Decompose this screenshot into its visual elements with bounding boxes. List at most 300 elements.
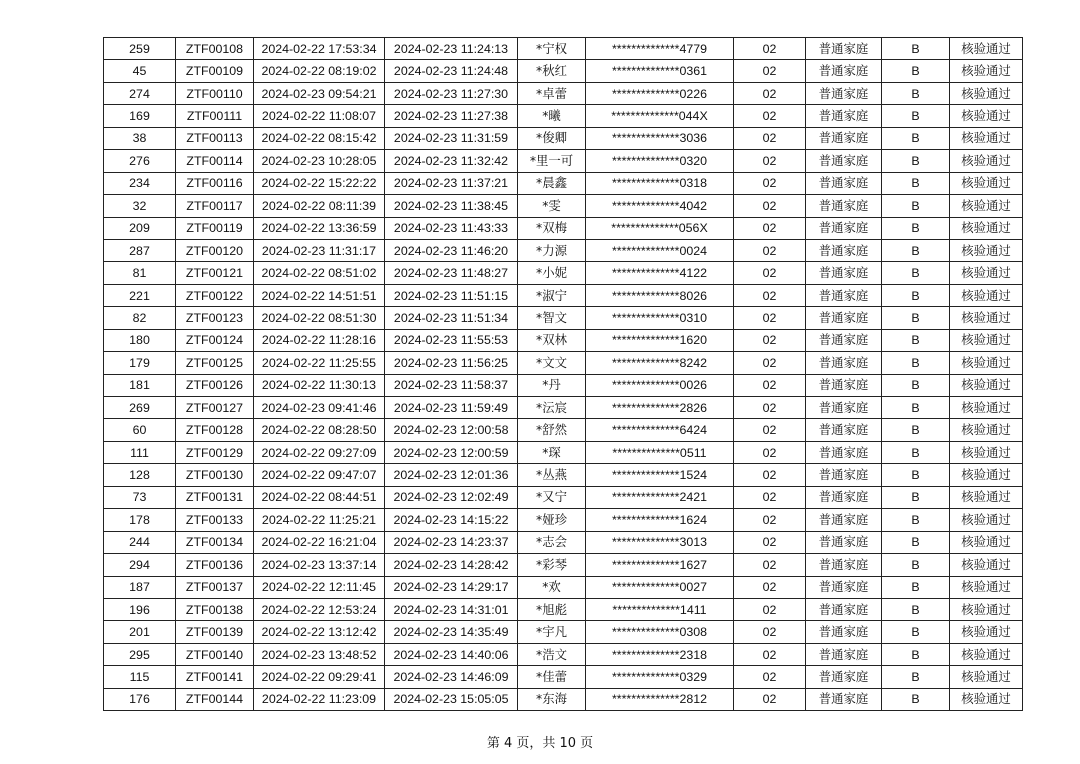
name-cell: *东海 (518, 688, 586, 710)
submit-time-cell: 2024-02-23 09:54:21 (254, 82, 385, 104)
level-cell: B (882, 464, 950, 486)
category-code-cell: 02 (734, 554, 806, 576)
family-type-cell: 普通家庭 (806, 464, 882, 486)
family-type-cell: 普通家庭 (806, 441, 882, 463)
code-cell: ZTF00109 (176, 60, 254, 82)
code-cell: ZTF00119 (176, 217, 254, 239)
family-type-cell: 普通家庭 (806, 419, 882, 441)
review-time-cell: 2024-02-23 12:00:58 (385, 419, 518, 441)
level-cell: B (882, 531, 950, 553)
review-time-cell: 2024-02-23 11:24:13 (385, 38, 518, 60)
id-number-cell: **************1411 (586, 598, 734, 620)
submit-time-cell: 2024-02-22 11:08:07 (254, 105, 385, 127)
table-row (104, 217, 1023, 239)
status-cell: 核验通过 (950, 60, 1023, 82)
category-code-cell: 02 (734, 419, 806, 441)
id-number-cell: **************0318 (586, 172, 734, 194)
serial-cell: 295 (104, 643, 176, 665)
code-cell: ZTF00123 (176, 307, 254, 329)
status-cell: 核验通过 (950, 554, 1023, 576)
category-code-cell: 02 (734, 621, 806, 643)
review-time-cell: 2024-02-23 11:43:33 (385, 217, 518, 239)
table-row (104, 397, 1023, 419)
family-type-cell: 普通家庭 (806, 105, 882, 127)
id-number-cell: **************4779 (586, 38, 734, 60)
id-number-cell: **************3036 (586, 127, 734, 149)
id-number-cell: **************0024 (586, 239, 734, 261)
table-row (104, 554, 1023, 576)
code-cell: ZTF00117 (176, 195, 254, 217)
table-row (104, 441, 1023, 463)
level-cell: B (882, 688, 950, 710)
review-time-cell: 2024-02-23 11:38:45 (385, 195, 518, 217)
family-type-cell: 普通家庭 (806, 352, 882, 374)
name-cell: *双梅 (518, 217, 586, 239)
serial-cell: 115 (104, 666, 176, 688)
review-time-cell: 2024-02-23 14:23:37 (385, 531, 518, 553)
serial-cell: 60 (104, 419, 176, 441)
submit-time-cell: 2024-02-22 08:51:02 (254, 262, 385, 284)
id-number-cell: **************0320 (586, 150, 734, 172)
submit-time-cell: 2024-02-22 08:19:02 (254, 60, 385, 82)
status-cell: 核验通过 (950, 262, 1023, 284)
status-cell: 核验通过 (950, 374, 1023, 396)
id-number-cell: **************0226 (586, 82, 734, 104)
serial-cell: 178 (104, 509, 176, 531)
category-code-cell: 02 (734, 239, 806, 261)
submit-time-cell: 2024-02-22 15:22:22 (254, 172, 385, 194)
category-code-cell: 02 (734, 352, 806, 374)
level-cell: B (882, 486, 950, 508)
level-cell: B (882, 509, 950, 531)
serial-cell: 276 (104, 150, 176, 172)
code-cell: ZTF00136 (176, 554, 254, 576)
code-cell: ZTF00131 (176, 486, 254, 508)
serial-cell: 179 (104, 352, 176, 374)
family-type-cell: 普通家庭 (806, 239, 882, 261)
submit-time-cell: 2024-02-22 11:25:55 (254, 352, 385, 374)
code-cell: ZTF00127 (176, 397, 254, 419)
serial-cell: 82 (104, 307, 176, 329)
table-row (104, 621, 1023, 643)
category-code-cell: 02 (734, 531, 806, 553)
id-number-cell: **************6424 (586, 419, 734, 441)
id-number-cell: **************8242 (586, 352, 734, 374)
code-cell: ZTF00140 (176, 643, 254, 665)
serial-cell: 209 (104, 217, 176, 239)
id-number-cell: **************1620 (586, 329, 734, 351)
status-cell: 核验通过 (950, 666, 1023, 688)
status-cell: 核验通过 (950, 127, 1023, 149)
submit-time-cell: 2024-02-22 13:12:42 (254, 621, 385, 643)
serial-cell: 45 (104, 60, 176, 82)
level-cell: B (882, 150, 950, 172)
family-type-cell: 普通家庭 (806, 554, 882, 576)
id-number-cell: **************0361 (586, 60, 734, 82)
name-cell: *小妮 (518, 262, 586, 284)
records-table (103, 37, 1023, 711)
table-row (104, 666, 1023, 688)
id-number-cell: **************0027 (586, 576, 734, 598)
serial-cell: 294 (104, 554, 176, 576)
submit-time-cell: 2024-02-22 09:47:07 (254, 464, 385, 486)
name-cell: *琛 (518, 441, 586, 463)
id-number-cell: **************0511 (586, 441, 734, 463)
serial-cell: 269 (104, 397, 176, 419)
id-number-cell: **************4122 (586, 262, 734, 284)
status-cell: 核验通过 (950, 307, 1023, 329)
code-cell: ZTF00138 (176, 598, 254, 620)
serial-cell: 73 (104, 486, 176, 508)
status-cell: 核验通过 (950, 352, 1023, 374)
name-cell: *宇凡 (518, 621, 586, 643)
review-time-cell: 2024-02-23 11:55:53 (385, 329, 518, 351)
code-cell: ZTF00137 (176, 576, 254, 598)
id-number-cell: **************1524 (586, 464, 734, 486)
status-cell: 核验通过 (950, 105, 1023, 127)
review-time-cell: 2024-02-23 11:27:38 (385, 105, 518, 127)
code-cell: ZTF00128 (176, 419, 254, 441)
id-number-cell: **************0310 (586, 307, 734, 329)
id-number-cell: **************4042 (586, 195, 734, 217)
table-row (104, 127, 1023, 149)
status-cell: 核验通过 (950, 284, 1023, 306)
category-code-cell: 02 (734, 307, 806, 329)
status-cell: 核验通过 (950, 397, 1023, 419)
level-cell: B (882, 38, 950, 60)
family-type-cell: 普通家庭 (806, 195, 882, 217)
name-cell: *晨鑫 (518, 172, 586, 194)
serial-cell: 234 (104, 172, 176, 194)
category-code-cell: 02 (734, 397, 806, 419)
table-row (104, 509, 1023, 531)
code-cell: ZTF00111 (176, 105, 254, 127)
code-cell: ZTF00113 (176, 127, 254, 149)
level-cell: B (882, 172, 950, 194)
code-cell: ZTF00122 (176, 284, 254, 306)
category-code-cell: 02 (734, 127, 806, 149)
status-cell: 核验通过 (950, 688, 1023, 710)
code-cell: ZTF00130 (176, 464, 254, 486)
serial-cell: 221 (104, 284, 176, 306)
family-type-cell: 普通家庭 (806, 486, 882, 508)
name-cell: *彩琴 (518, 554, 586, 576)
family-type-cell: 普通家庭 (806, 374, 882, 396)
family-type-cell: 普通家庭 (806, 307, 882, 329)
code-cell: ZTF00110 (176, 82, 254, 104)
id-number-cell: **************0308 (586, 621, 734, 643)
level-cell: B (882, 554, 950, 576)
table-row (104, 329, 1023, 351)
status-cell: 核验通过 (950, 172, 1023, 194)
submit-time-cell: 2024-02-22 16:21:04 (254, 531, 385, 553)
review-time-cell: 2024-02-23 12:00:59 (385, 441, 518, 463)
table-row (104, 307, 1023, 329)
level-cell: B (882, 127, 950, 149)
level-cell: B (882, 397, 950, 419)
status-cell: 核验通过 (950, 329, 1023, 351)
review-time-cell: 2024-02-23 14:40:06 (385, 643, 518, 665)
review-time-cell: 2024-02-23 11:59:49 (385, 397, 518, 419)
table-row (104, 38, 1023, 60)
review-time-cell: 2024-02-23 11:51:15 (385, 284, 518, 306)
category-code-cell: 02 (734, 38, 806, 60)
family-type-cell: 普通家庭 (806, 688, 882, 710)
table-row (104, 419, 1023, 441)
level-cell: B (882, 239, 950, 261)
submit-time-cell: 2024-02-23 10:28:05 (254, 150, 385, 172)
submit-time-cell: 2024-02-22 08:28:50 (254, 419, 385, 441)
name-cell: *娅珍 (518, 509, 586, 531)
name-cell: *丹 (518, 374, 586, 396)
category-code-cell: 02 (734, 60, 806, 82)
submit-time-cell: 2024-02-23 13:48:52 (254, 643, 385, 665)
serial-cell: 169 (104, 105, 176, 127)
category-code-cell: 02 (734, 486, 806, 508)
category-code-cell: 02 (734, 688, 806, 710)
serial-cell: 180 (104, 329, 176, 351)
family-type-cell: 普通家庭 (806, 150, 882, 172)
family-type-cell: 普通家庭 (806, 38, 882, 60)
serial-cell: 287 (104, 239, 176, 261)
name-cell: *沄宸 (518, 397, 586, 419)
id-number-cell: **************1627 (586, 554, 734, 576)
review-time-cell: 2024-02-23 11:32:42 (385, 150, 518, 172)
category-code-cell: 02 (734, 150, 806, 172)
review-time-cell: 2024-02-23 11:31:59 (385, 127, 518, 149)
table-row (104, 239, 1023, 261)
code-cell: ZTF00124 (176, 329, 254, 351)
name-cell: *志会 (518, 531, 586, 553)
category-code-cell: 02 (734, 172, 806, 194)
review-time-cell: 2024-02-23 12:01:36 (385, 464, 518, 486)
name-cell: *力源 (518, 239, 586, 261)
code-cell: ZTF00133 (176, 509, 254, 531)
level-cell: B (882, 82, 950, 104)
status-cell: 核验通过 (950, 643, 1023, 665)
submit-time-cell: 2024-02-22 11:28:16 (254, 329, 385, 351)
submit-time-cell: 2024-02-22 11:25:21 (254, 509, 385, 531)
status-cell: 核验通过 (950, 531, 1023, 553)
level-cell: B (882, 374, 950, 396)
status-cell: 核验通过 (950, 150, 1023, 172)
status-cell: 核验通过 (950, 621, 1023, 643)
submit-time-cell: 2024-02-22 08:44:51 (254, 486, 385, 508)
name-cell: *淑宁 (518, 284, 586, 306)
serial-cell: 259 (104, 38, 176, 60)
submit-time-cell: 2024-02-22 13:36:59 (254, 217, 385, 239)
name-cell: *浩文 (518, 643, 586, 665)
table-row (104, 105, 1023, 127)
submit-time-cell: 2024-02-22 12:11:45 (254, 576, 385, 598)
level-cell: B (882, 217, 950, 239)
category-code-cell: 02 (734, 195, 806, 217)
review-time-cell: 2024-02-23 11:51:34 (385, 307, 518, 329)
table-row (104, 352, 1023, 374)
name-cell: *又宁 (518, 486, 586, 508)
id-number-cell: **************8026 (586, 284, 734, 306)
id-number-cell: **************1624 (586, 509, 734, 531)
serial-cell: 274 (104, 82, 176, 104)
category-code-cell: 02 (734, 598, 806, 620)
level-cell: B (882, 598, 950, 620)
family-type-cell: 普通家庭 (806, 262, 882, 284)
status-cell: 核验通过 (950, 464, 1023, 486)
review-time-cell: 2024-02-23 14:28:42 (385, 554, 518, 576)
category-code-cell: 02 (734, 464, 806, 486)
level-cell: B (882, 621, 950, 643)
family-type-cell: 普通家庭 (806, 598, 882, 620)
level-cell: B (882, 576, 950, 598)
status-cell: 核验通过 (950, 239, 1023, 261)
code-cell: ZTF00120 (176, 239, 254, 261)
code-cell: ZTF00134 (176, 531, 254, 553)
name-cell: *佳蕾 (518, 666, 586, 688)
serial-cell: 81 (104, 262, 176, 284)
family-type-cell: 普通家庭 (806, 666, 882, 688)
table-row (104, 688, 1023, 710)
family-type-cell: 普通家庭 (806, 576, 882, 598)
status-cell: 核验通过 (950, 509, 1023, 531)
level-cell: B (882, 329, 950, 351)
category-code-cell: 02 (734, 643, 806, 665)
id-number-cell: **************2812 (586, 688, 734, 710)
name-cell: *智文 (518, 307, 586, 329)
status-cell: 核验通过 (950, 576, 1023, 598)
name-cell: *旭彪 (518, 598, 586, 620)
serial-cell: 32 (104, 195, 176, 217)
category-code-cell: 02 (734, 329, 806, 351)
level-cell: B (882, 284, 950, 306)
name-cell: *丛燕 (518, 464, 586, 486)
code-cell: ZTF00116 (176, 172, 254, 194)
name-cell: *舒然 (518, 419, 586, 441)
category-code-cell: 02 (734, 666, 806, 688)
family-type-cell: 普通家庭 (806, 397, 882, 419)
family-type-cell: 普通家庭 (806, 60, 882, 82)
code-cell: ZTF00129 (176, 441, 254, 463)
submit-time-cell: 2024-02-22 14:51:51 (254, 284, 385, 306)
table-row (104, 172, 1023, 194)
table-row (104, 195, 1023, 217)
level-cell: B (882, 352, 950, 374)
name-cell: *秋红 (518, 60, 586, 82)
name-cell: *欢 (518, 576, 586, 598)
review-time-cell: 2024-02-23 11:27:30 (385, 82, 518, 104)
category-code-cell: 02 (734, 374, 806, 396)
family-type-cell: 普通家庭 (806, 82, 882, 104)
code-cell: ZTF00108 (176, 38, 254, 60)
review-time-cell: 2024-02-23 12:02:49 (385, 486, 518, 508)
review-time-cell: 2024-02-23 11:56:25 (385, 352, 518, 374)
id-number-cell: **************0026 (586, 374, 734, 396)
serial-cell: 38 (104, 127, 176, 149)
review-time-cell: 2024-02-23 14:15:22 (385, 509, 518, 531)
level-cell: B (882, 666, 950, 688)
level-cell: B (882, 419, 950, 441)
status-cell: 核验通过 (950, 217, 1023, 239)
review-time-cell: 2024-02-23 11:37:21 (385, 172, 518, 194)
review-time-cell: 2024-02-23 11:46:20 (385, 239, 518, 261)
id-number-cell: **************2318 (586, 643, 734, 665)
level-cell: B (882, 307, 950, 329)
category-code-cell: 02 (734, 217, 806, 239)
name-cell: *双林 (518, 329, 586, 351)
submit-time-cell: 2024-02-22 09:27:09 (254, 441, 385, 463)
category-code-cell: 02 (734, 82, 806, 104)
submit-time-cell: 2024-02-22 11:30:13 (254, 374, 385, 396)
family-type-cell: 普通家庭 (806, 217, 882, 239)
level-cell: B (882, 643, 950, 665)
name-cell: *雯 (518, 195, 586, 217)
id-number-cell: **************3013 (586, 531, 734, 553)
submit-time-cell: 2024-02-23 11:31:17 (254, 239, 385, 261)
review-time-cell: 2024-02-23 14:29:17 (385, 576, 518, 598)
table-row (104, 284, 1023, 306)
status-cell: 核验通过 (950, 419, 1023, 441)
family-type-cell: 普通家庭 (806, 127, 882, 149)
category-code-cell: 02 (734, 576, 806, 598)
table-row (104, 643, 1023, 665)
table-row (104, 531, 1023, 553)
submit-time-cell: 2024-02-23 13:37:14 (254, 554, 385, 576)
table-row (104, 262, 1023, 284)
category-code-cell: 02 (734, 441, 806, 463)
serial-cell: 176 (104, 688, 176, 710)
submit-time-cell: 2024-02-22 12:53:24 (254, 598, 385, 620)
code-cell: ZTF00121 (176, 262, 254, 284)
serial-cell: 111 (104, 441, 176, 463)
review-time-cell: 2024-02-23 11:58:37 (385, 374, 518, 396)
table-row (104, 464, 1023, 486)
category-code-cell: 02 (734, 105, 806, 127)
name-cell: *文文 (518, 352, 586, 374)
status-cell: 核验通过 (950, 441, 1023, 463)
table-row (104, 82, 1023, 104)
serial-cell: 196 (104, 598, 176, 620)
level-cell: B (882, 105, 950, 127)
code-cell: ZTF00144 (176, 688, 254, 710)
level-cell: B (882, 195, 950, 217)
table-row (104, 150, 1023, 172)
serial-cell: 244 (104, 531, 176, 553)
review-time-cell: 2024-02-23 14:46:09 (385, 666, 518, 688)
serial-cell: 201 (104, 621, 176, 643)
table-row (104, 374, 1023, 396)
category-code-cell: 02 (734, 284, 806, 306)
table-row (104, 60, 1023, 82)
records-table-body (104, 38, 1023, 711)
submit-time-cell: 2024-02-22 08:15:42 (254, 127, 385, 149)
code-cell: ZTF00114 (176, 150, 254, 172)
review-time-cell: 2024-02-23 11:24:48 (385, 60, 518, 82)
level-cell: B (882, 262, 950, 284)
level-cell: B (882, 441, 950, 463)
submit-time-cell: 2024-02-22 08:51:30 (254, 307, 385, 329)
code-cell: ZTF00125 (176, 352, 254, 374)
status-cell: 核验通过 (950, 486, 1023, 508)
code-cell: ZTF00126 (176, 374, 254, 396)
review-time-cell: 2024-02-23 15:05:05 (385, 688, 518, 710)
id-number-cell: **************2826 (586, 397, 734, 419)
family-type-cell: 普通家庭 (806, 509, 882, 531)
level-cell: B (882, 60, 950, 82)
status-cell: 核验通过 (950, 82, 1023, 104)
status-cell: 核验通过 (950, 38, 1023, 60)
family-type-cell: 普通家庭 (806, 643, 882, 665)
id-number-cell: **************0329 (586, 666, 734, 688)
submit-time-cell: 2024-02-22 09:29:41 (254, 666, 385, 688)
